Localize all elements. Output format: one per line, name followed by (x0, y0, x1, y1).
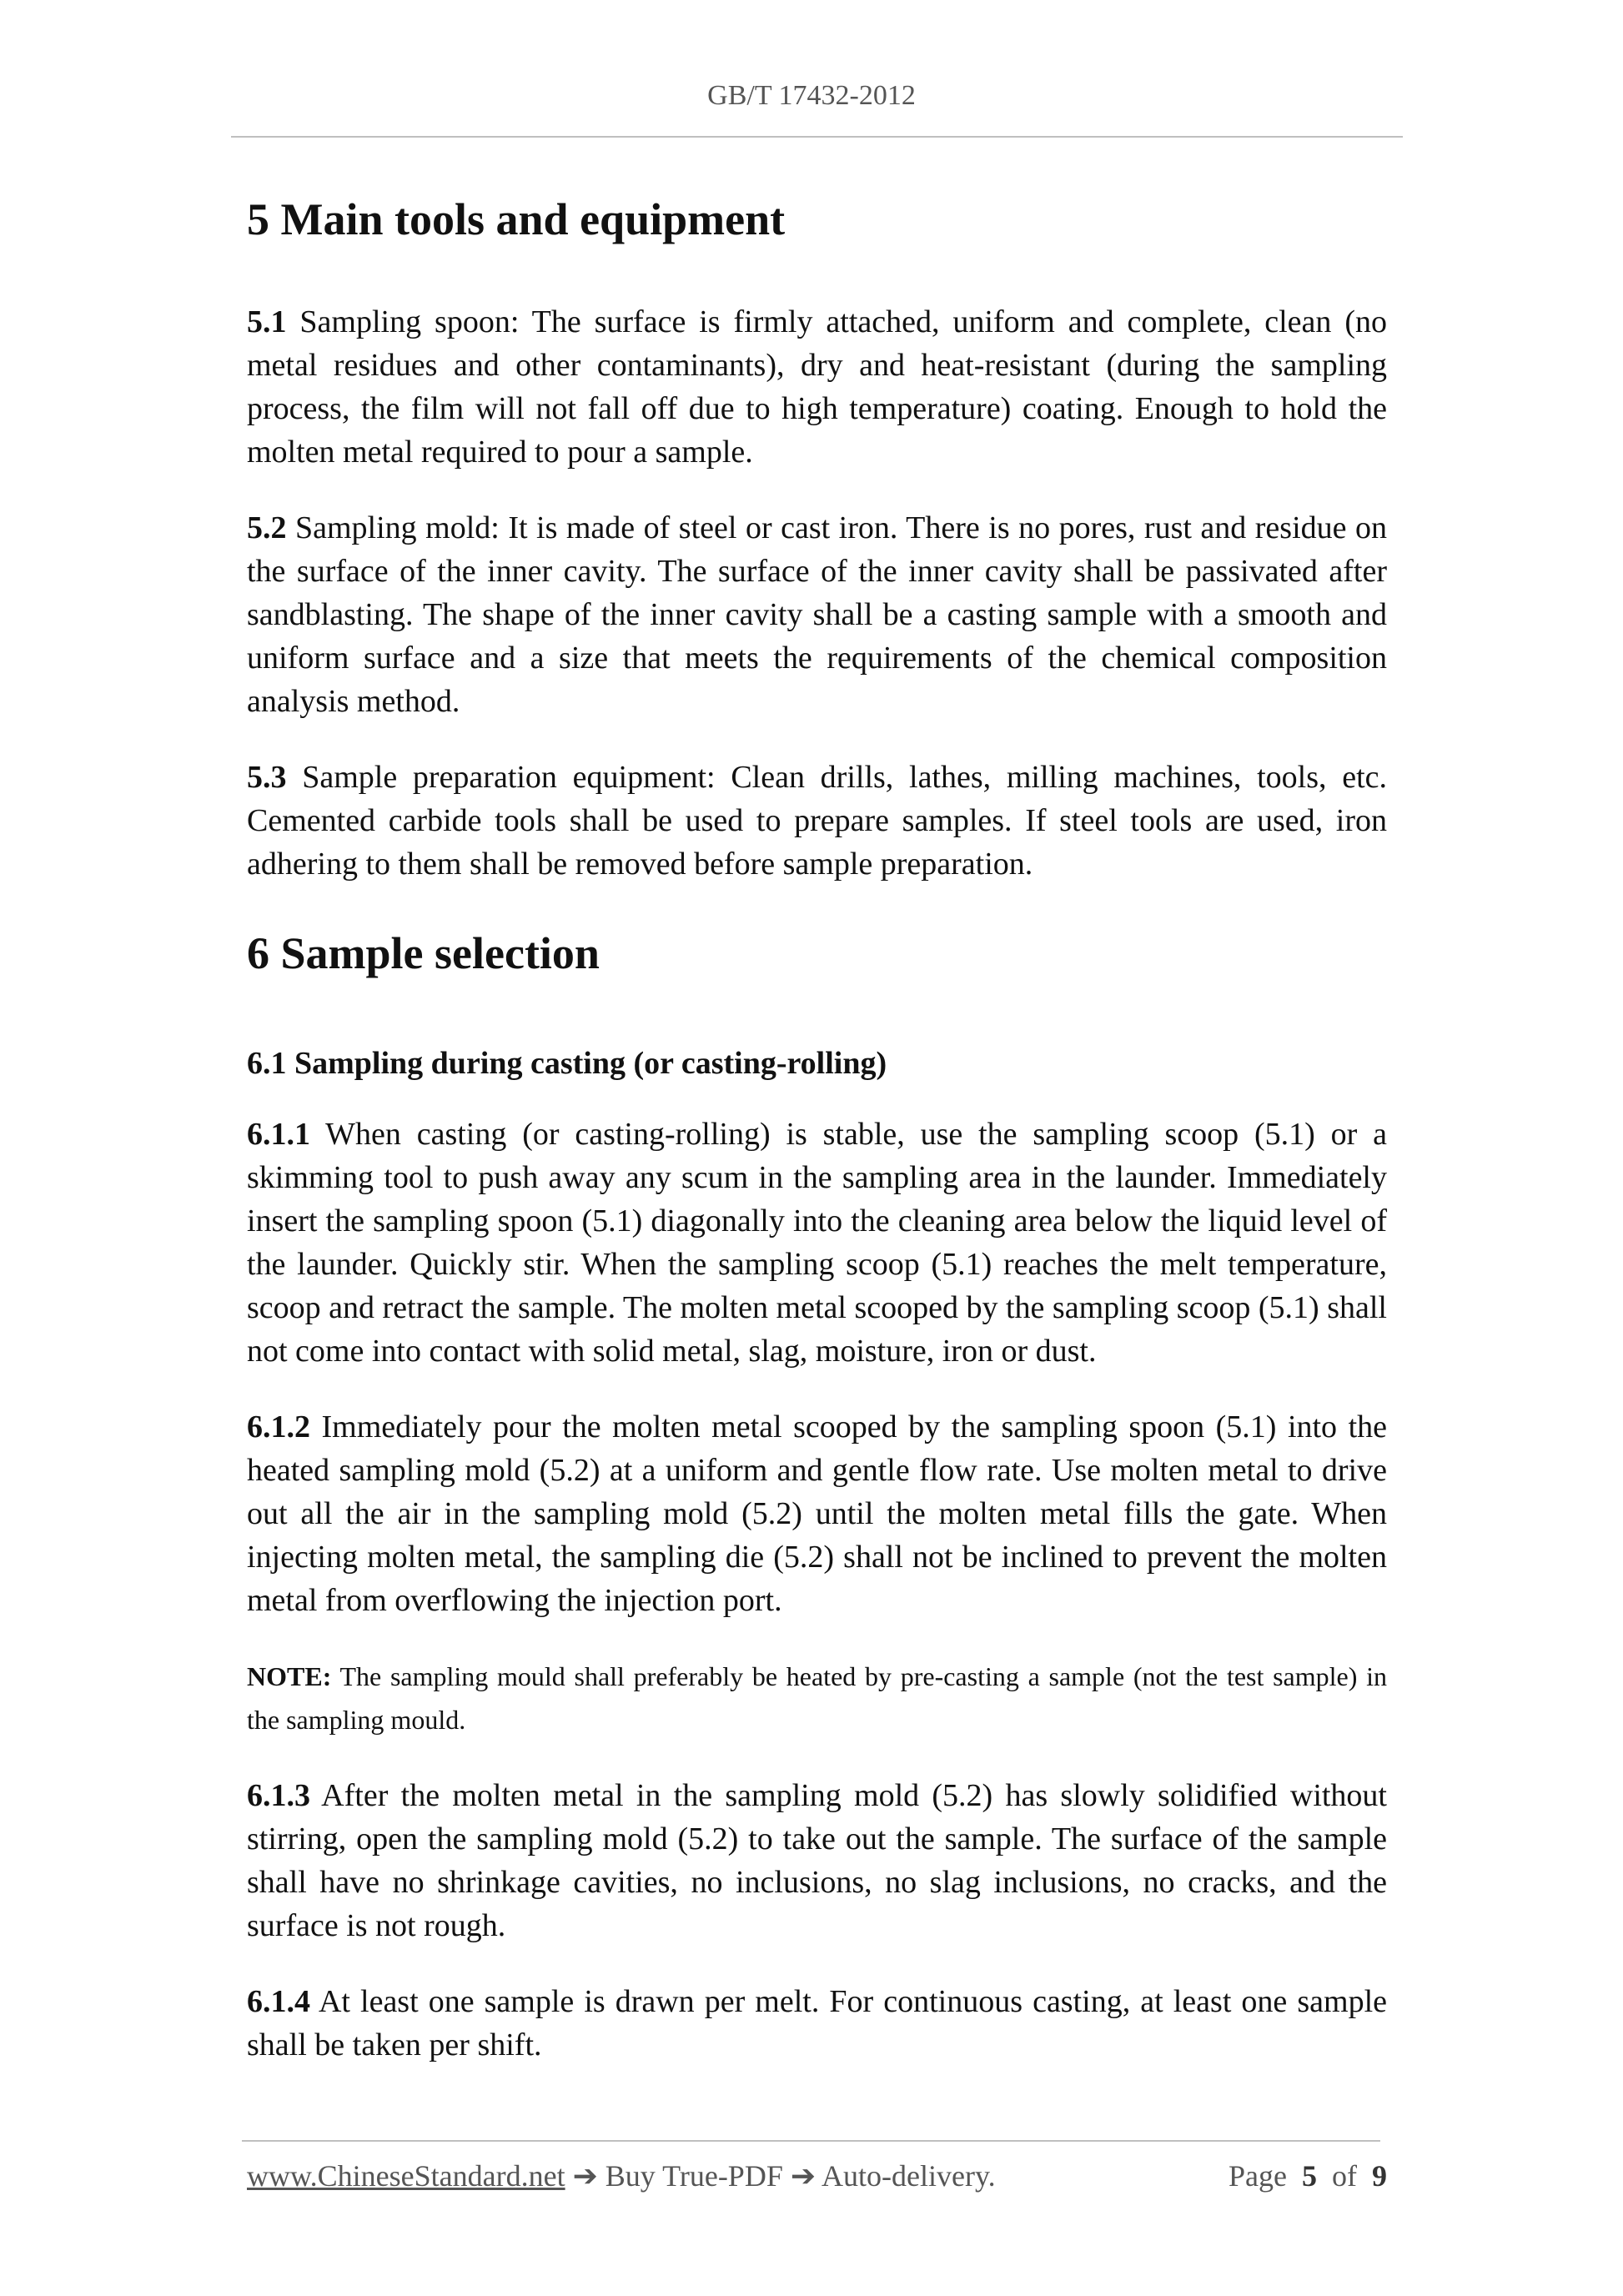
page-number (1229, 2158, 1387, 2193)
clause-number: 6.1.1 (247, 1117, 310, 1152)
clause-text: After the molten metal in the sampling mold (5.2) has slowly solidified without stirring, open the sampling mold (5.2) to take out the sample. The surface of the sample shall have no shrinkage cavities, no inclusions, no slag inclusions, no cracks, and the surface is not rough. (247, 1778, 1387, 1943)
current-page: 5 (1302, 2159, 1317, 2193)
subsection-6-1-heading: 6.1 Sampling during casting (or casting-rolling) (247, 1046, 887, 1081)
page-footer (247, 2158, 1387, 2200)
total-pages: 9 (1372, 2159, 1387, 2193)
arrow-icon: ➔ (782, 2159, 822, 2193)
clause-6-1-4 (247, 1980, 1387, 2067)
clause-5-1 (247, 300, 1387, 474)
clause-number: 6.1.2 (247, 1409, 310, 1444)
clause-text: Immediately pour the molten metal scooped by the sampling spoon (5.1) into the heated sampling mold (5.2) at a uniform and gentle flow rate. Use molten metal to drive out all the air in the sampling mold (5.2) until the molten metal fills the gate. When injecting molten metal, the sampling die (5.2) shall not be inclined to prevent the molten metal from overflowing the injection port. (247, 1409, 1387, 1618)
buy-pdf-text: Buy True-PDF (605, 2159, 783, 2193)
clause-number: 5.2 (247, 510, 287, 545)
standard-number: GB/T 17432-2012 (707, 80, 916, 111)
note (247, 1655, 1387, 1741)
arrow-icon: ➔ (565, 2159, 605, 2193)
clause-text: Sample preparation equipment: Clean drills, lathes, milling machines, tools, etc. Cemented carbide tools shall be used to prepare samples. If steel tools are used, iron adhering to them shall be removed before sample preparation. (247, 760, 1387, 882)
clause-5-2 (247, 506, 1387, 723)
website-link[interactable]: www.ChineseStandard.net (247, 2159, 565, 2193)
auto-delivery-text: Auto-delivery. (822, 2159, 996, 2193)
note-text: The sampling mould shall preferably be heated by pre-casting a sample (not the test sample) in the sampling mould. (247, 1661, 1387, 1735)
section-6-heading: 6 Sample selection (247, 928, 600, 978)
clause-text: When casting (or casting-rolling) is stable, use the sampling scoop (5.1) or a skimming tool to push away any scum in the sampling area in the launder. Immediately insert the sampling spoon (5.1) diagonally into the cleaning area below the liquid level of the launder. Quickly stir. When the sampling scoop (5.1) reaches the melt temperature, scoop and retract the sample. The molten metal scooped by the sampling scoop (5.1) shall not come into contact with solid metal, slag, moisture, iron or dust. (247, 1117, 1387, 1369)
note-label: NOTE: (247, 1661, 332, 1691)
clause-text: Sampling mold: It is made of steel or cast iron. There is no pores, rust and residue on the surface of the inner cavity. The surface of the inner cavity shall be passivated after sandblasting. The shape of the inner cavity shall be a casting sample with a smooth and uniform surface and a size that meets the requirements of the chemical composition analysis method. (247, 510, 1387, 719)
page-content (247, 185, 1387, 2099)
footer-promo (247, 2158, 996, 2193)
header-divider (231, 136, 1403, 138)
footer-divider (242, 2140, 1380, 2142)
clause-text: Sampling spoon: The surface is firmly attached, uniform and complete, clean (no metal residues and other contaminants), dry and heat-resistant (during the sampling process, the film will not fall off due to high temperature) coating. Enough to hold the molten metal required to pour a sample. (247, 304, 1387, 470)
clause-number: 5.1 (247, 304, 287, 339)
clause-6-1-3 (247, 1774, 1387, 1947)
clause-text: At least one sample is drawn per melt. For continuous casting, at least one sample shall be taken per shift. (247, 1984, 1387, 2062)
page-label: Page (1229, 2159, 1287, 2193)
clause-6-1-1 (247, 1113, 1387, 1373)
clause-number: 6.1.3 (247, 1778, 310, 1813)
page-of-label: of (1332, 2159, 1357, 2193)
clause-6-1-2 (247, 1405, 1387, 1622)
clause-number: 5.3 (247, 760, 287, 795)
document-header (0, 80, 1623, 112)
clause-5-3 (247, 756, 1387, 886)
section-5-heading: 5 Main tools and equipment (247, 194, 786, 244)
clause-number: 6.1.4 (247, 1984, 310, 2019)
